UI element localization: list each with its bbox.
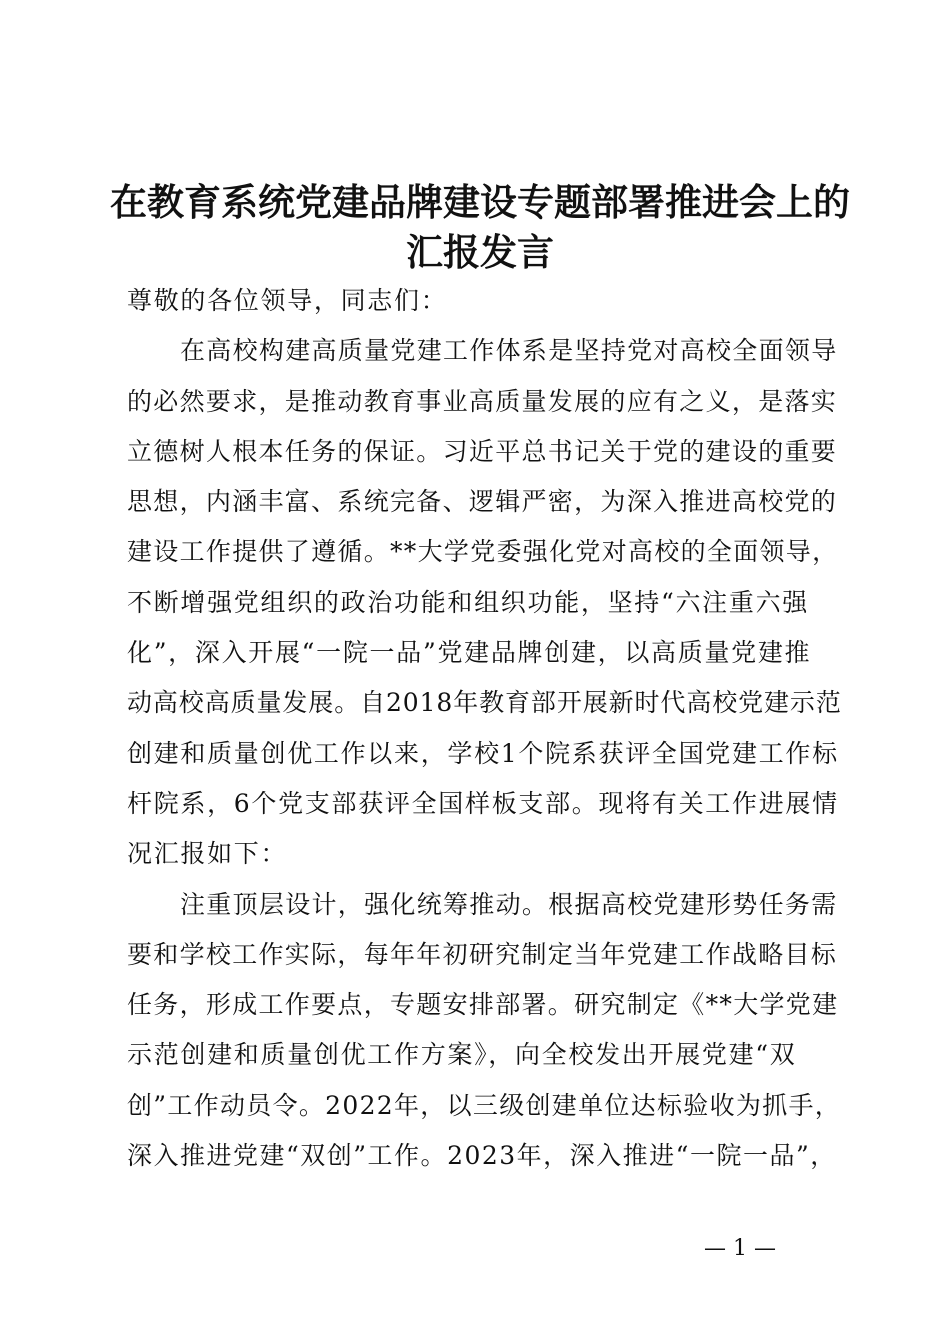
- body-line: 示范创建和质量创优工作方案》，向全校发出开展党建“双: [127, 1040, 797, 1070]
- body-line: 杆院系，6个党支部获评全国样板支部。现将有关工作进展情: [127, 788, 839, 818]
- body-line: 化”，深入开展“一院一品”党建品牌创建，以高质量党建推: [127, 638, 812, 668]
- document-title-line-1: 在教育系统党建品牌建设专题部署推进会上的: [110, 180, 850, 224]
- body-line: 注重顶层设计，强化统筹推动。根据高校党建形势任务需: [180, 889, 838, 919]
- salutation: 尊敬的各位领导，同志们：: [127, 286, 448, 315]
- document-body: [127, 276, 842, 1181]
- body-line: 动高校高质量发展。自2018年教育部开展新时代高校党建示范: [127, 688, 842, 718]
- body-line: 任务，形成工作要点，专题安排部署。研究制定《**大学党建: [127, 990, 839, 1020]
- body-line: 创建和质量创优工作以来，学校1个院系获评全国党建工作标: [127, 738, 839, 768]
- page-number: — 1 —: [704, 1236, 776, 1261]
- body-line: 建设工作提供了遵循。**大学党委强化党对高校的全面领导，: [127, 537, 839, 567]
- body-line: 要和学校工作实际，每年年初研究制定当年党建工作战略目标: [127, 939, 838, 969]
- body-line: 立德树人根本任务的保证。习近平总书记关于党的建设的重要: [127, 436, 838, 466]
- body-line: 深入推进党建“双创”工作。2023年，深入推进“一院一品”，: [127, 1141, 837, 1171]
- body-line: 思想，内涵丰富、系统完备、逻辑严密，为深入推进高校党的: [127, 487, 838, 517]
- body-line: 的必然要求，是推动教育事业高质量发展的应有之义，是落实: [127, 386, 838, 416]
- document-title-line-2: 汇报发言: [406, 230, 554, 274]
- body-line: 创”工作动员令。2022年，以三级创建单位达标验收为抓手，: [127, 1090, 842, 1120]
- body-line: 不断增强党组织的政治功能和组织功能，坚持“六注重六强: [127, 587, 809, 617]
- body-line: 在高校构建高质量党建工作体系是坚持党对高校全面领导: [180, 336, 838, 366]
- body-line: 况汇报如下：: [127, 839, 288, 869]
